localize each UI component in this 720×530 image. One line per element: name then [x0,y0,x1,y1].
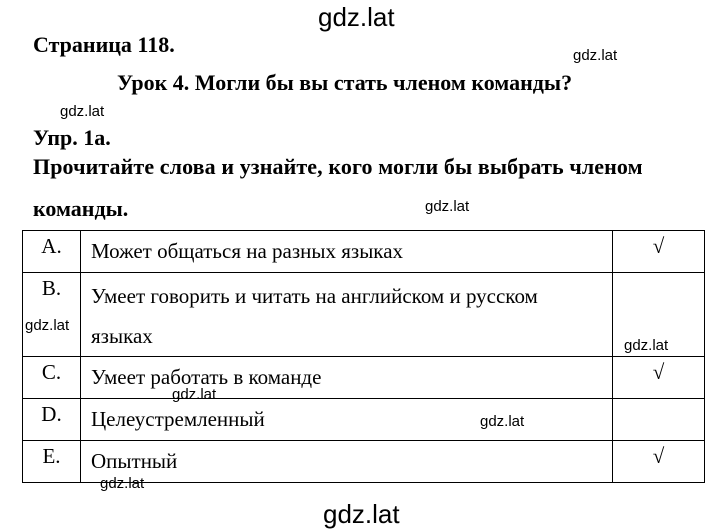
instruction-line-2: команды. [33,196,129,221]
table-row [23,231,705,273]
row-letter: D. [23,399,81,441]
check-mark: √ [613,357,705,399]
watermark-bottom: gdz.lat [323,499,400,529]
row-description: Целеустремленный [81,399,613,441]
row-description-line-1: Умеет говорить и читать на английском и русском [91,284,538,308]
check-mark: √ [613,441,705,483]
watermark: gdz.lat [172,386,217,403]
row-description: Умеет работать в команде [81,357,613,399]
row-description: Опытный [81,441,613,483]
row-letter: B. [23,273,81,357]
watermark: gdz.lat [100,475,145,492]
row-letter: A. [23,231,81,273]
watermark-top: gdz.lat [318,2,395,32]
watermark: gdz.lat [60,103,105,120]
row-letter: C. [23,357,81,399]
exercise-label: Упр. 1а. [33,125,111,150]
instruction-line-1: Прочитайте слова и узнайте, кого могли бы выбрать членом [33,154,643,179]
row-description [81,273,613,357]
row-letter: E. [23,441,81,483]
lesson-title: Урок 4. Могли бы вы стать членом команды? [117,70,573,95]
check-mark [613,399,705,441]
table-row [23,273,705,357]
watermark: gdz.lat [624,337,669,354]
watermark: gdz.lat [425,198,470,215]
watermark: gdz.lat [573,47,618,64]
row-description-line-2: языках [91,324,153,348]
answer-table [22,230,705,483]
check-mark: √ [613,231,705,273]
table-row [23,399,705,441]
row-description: Может общаться на разных языках [81,231,613,273]
watermark: gdz.lat [25,317,70,334]
table-row [23,357,705,399]
watermark: gdz.lat [480,413,525,430]
page-label: Страница 118. [33,32,175,57]
